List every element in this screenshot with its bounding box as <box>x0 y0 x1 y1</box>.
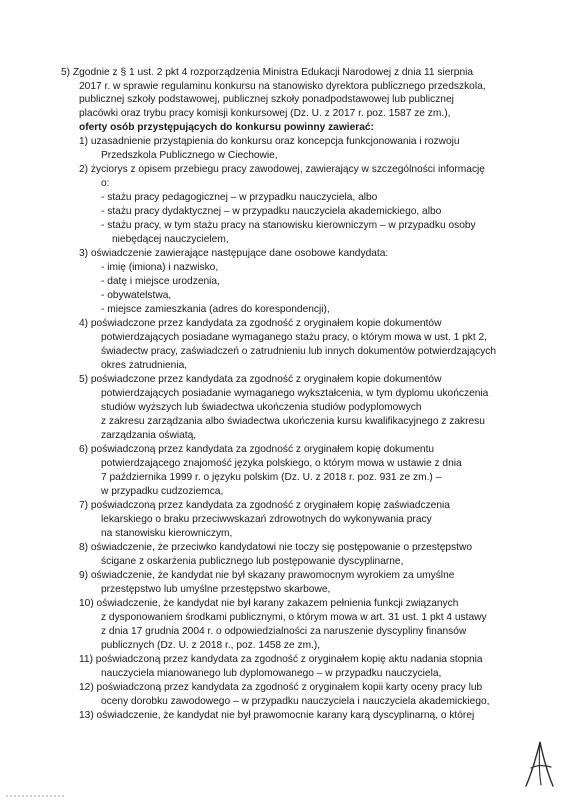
text-line: 11) poświadczoną przez kandydata za zgodność z oryginałem kopię aktu nadania stopnia <box>79 654 483 665</box>
text-line: ścigane z oskarżenia publicznego lub postępowanie dyscyplinarne, <box>101 556 404 567</box>
scan-edge-mark <box>6 795 66 797</box>
text-line: z dysponowaniem środkami publicznymi, o którym mowa w art. 31 ust. 1 pkt 4 ustawy <box>101 612 487 623</box>
text-line: 7 października 1999 r. o języku polskim (Dz. U. z 2018 r. poz. 931 ze zm.) – <box>101 472 442 483</box>
text-line: 3) oświadczenie zawierające następujące dane osobowe kandydata: <box>79 248 389 259</box>
text-line: - stażu pracy, w tym stażu pracy na stanowisku kierowniczym – w przypadku osoby <box>101 220 476 231</box>
text-line: potwierdzających posiadane wymaganego stażu pracy, o którym mowa w ust. 1 pkt 2, <box>101 332 487 343</box>
text-line: publicznych (Dz. U. z 2018 r., poz. 1458 ze zm.), <box>101 640 321 651</box>
text-line: placówki oraz trybu pracy komisji konkursowej (Dz. U. z 2017 r. poz. 1587 ze zm.), <box>79 108 451 119</box>
text-line: 5) Zgodnie z § 1 ust. 2 pkt 4 rozporządzenia Ministra Edukacji Narodowej z dnia 11 sierpnia <box>61 67 474 78</box>
text-line: okres zatrudnienia, <box>101 360 188 371</box>
text-line: - obywatelstwa, <box>101 290 172 301</box>
text-line: - datę i miejsce urodzenia, <box>101 276 220 287</box>
text-line: w przypadku cudzoziemca, <box>101 486 224 497</box>
text-line: 4) poświadczone przez kandydata za zgodność z oryginałem kopie dokumentów <box>79 318 442 329</box>
text-line: 2) życiorys z opisem przebiegu pracy zawodowej, zawierający w szczególności informację <box>79 164 485 175</box>
text-line: - miejsce zamieszkania (adres do korespondencji), <box>101 304 330 315</box>
text-line: 7) poświadczoną przez kandydata za zgodność z oryginałem kopię zaświadczenia <box>79 500 450 511</box>
text-line: przestępstwo lub umyślne przestępstwo skarbowe, <box>101 584 331 595</box>
text-line: - stażu pracy pedagogicznej – w przypadku nauczyciela, albo <box>101 192 378 203</box>
text-line: świadectw pracy, zaświadczeń o zatrudnieniu lub innych dokumentów potwierdzających <box>101 346 497 357</box>
text-line: 12) poświadczoną przez kandydata za zgodność z oryginałem kopii karty oceny pracy lub <box>79 682 483 693</box>
handwritten-initial-signature <box>522 738 558 790</box>
text-line: - stażu pracy dydaktycznej – w przypadku nauczyciela akademickiego, albo <box>101 206 442 217</box>
text-line: z dnia 17 grudnia 2004 r. o odpowiedzialności za naruszenie dyscypliny finansów <box>101 626 467 637</box>
text-line: potwierdzającego znajomość języka polskiego, o którym mowa w ustawie z dnia <box>101 458 462 469</box>
text-line: niebędącej nauczycielem, <box>112 234 229 245</box>
text-line: - imię (imiona) i nazwisko, <box>101 262 219 273</box>
text-line: 10) oświadczenie, że kandydat nie był karany zakazem pełnienia funkcji związanych <box>79 598 459 609</box>
text-line: Przedszkola Publicznego w Ciechowie, <box>101 150 278 161</box>
text-line: nauczyciela mianowanego lub dyplomowanego – w przypadku nauczyciela, <box>101 668 442 679</box>
text-line: 1) uzasadnienie przystąpienia do konkursu oraz koncepcja funkcjonowania i rozwoju <box>79 136 460 147</box>
text-line: zarządzania oświatą, <box>101 430 197 441</box>
text-line: z zakresu zarządzania albo świadectwa ukończenia kursu kwalifikacyjnego z zakresu <box>101 416 485 427</box>
text-line: 9) oświadczenie, że kandydat nie był skazany prawomocnym wyrokiem za umyślne <box>79 570 455 581</box>
text-line: oceny dorobku zawodowego – w przypadku nauczyciela i nauczyciela akademickiego, <box>101 696 490 707</box>
text-line: 2017 r. w sprawie regulaminu konkursu na stanowisko dyrektora publicznego przedszkola, <box>79 81 486 92</box>
text-line: 13) oświadczenie, że kandydat nie był prawomocnie karany karą dyscyplinarną, o której <box>79 710 475 721</box>
text-line: o: <box>101 178 110 189</box>
text-line: lekarskiego o braku przeciwwskazań zdrowotnych do wykonywania pracy <box>101 514 432 525</box>
text-line: 8) oświadczenie, że przeciwko kandydatowi nie toczy się postępowanie o przestępstwo <box>79 542 472 553</box>
text-line: potwierdzających posiadanie wymaganego wykształcenia, w tym dyplomu ukończenia <box>101 388 489 399</box>
text-line: na stanowisku kierowniczym, <box>101 528 233 539</box>
text-line: studiów wyższych lub świadectwa ukończenia studiów podyplomowych <box>101 402 422 413</box>
text-line: 6) poświadczoną przez kandydata za zgodność z oryginałem kopię dokumentu <box>79 444 435 455</box>
section-heading: oferty osób przystępujących do konkursu powinny zawierać: <box>79 122 374 133</box>
text-line: 5) poświadczone przez kandydata za zgodność z oryginałem kopie dokumentów <box>79 374 442 385</box>
text-line: publicznej szkoły podstawowej, publicznej szkoły ponadpodstawowej lub publicznej <box>79 94 454 105</box>
